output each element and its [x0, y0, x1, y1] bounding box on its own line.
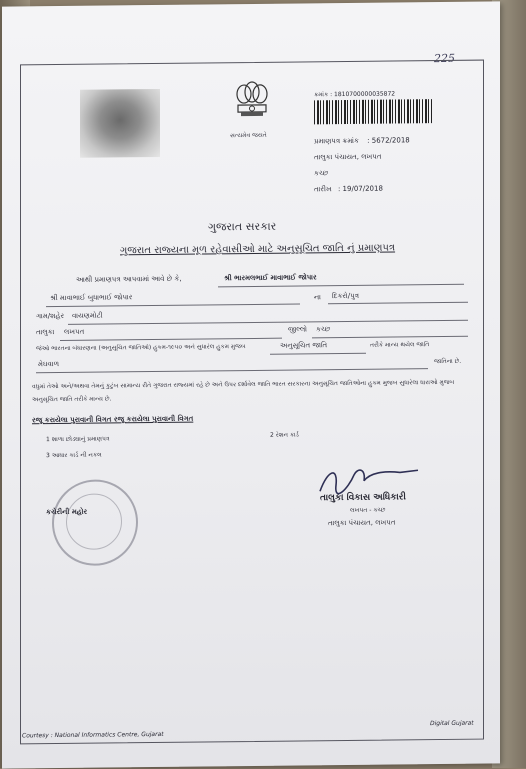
father-name: શ્રી માવાભાઈ બુધાભાઈ જોપાર	[50, 293, 133, 303]
issuing-office: તાલુકા પંચાયત, લખપત	[314, 152, 382, 162]
issue-date: : 19/07/2018	[337, 184, 383, 194]
date-row	[314, 185, 383, 195]
footer-courtesy: Courtesy : National Informatics Centre, Gujarat	[22, 730, 164, 740]
certify-text: આથી પ્રમાણપત્ર આપવામાં આવે છે કે,	[76, 274, 182, 284]
relation-label: ના	[314, 293, 321, 302]
applicant-name: શ્રી ભારમલભાઈ માવાભાઈ જોપાર	[224, 273, 317, 283]
document-item-1: 1 શાળા છોડ્યાનું પ્રમાણપત્ર	[46, 435, 110, 444]
officer-office: તાલુકા પંચાયત, લખપત	[328, 518, 396, 528]
recognized-text: તરીકે માન્ય થયેલ જાતિ	[370, 341, 430, 349]
national-emblem-icon	[232, 78, 272, 134]
page-number: 225	[434, 51, 455, 66]
documents-heading: રજૂ કરાયેલા પુરાવાની વિગત રજૂ કરાયેલા પુરાવાની વિગત	[32, 414, 194, 425]
district-value: કચ્છ	[316, 325, 331, 334]
village-label: ગામ/શહેર	[36, 311, 65, 321]
belongs-text: જાતિના છે.	[434, 357, 462, 366]
footer-digital-gujarat: Digital Gujarat	[430, 719, 474, 728]
relation-value: દિકરો/પુત્ર	[332, 291, 360, 301]
officer-place: લખપત - કચ્છ	[350, 506, 386, 514]
village-value: વાયણમોટી	[72, 311, 103, 320]
document-title: ગુજરાત રાજ્યના મૂળ રહેવાસીઓ માટે અનુસૂચિત જાતિ નું પ્રમાણપત્ર	[120, 242, 396, 257]
document-item-2: 2 રેશન કાર્ડ	[270, 431, 299, 439]
declaration-paragraph: વધુમાં તેઓ અને/અથવા તેમનું કુટુંબ સામાન્ય રીતે ગુજરાત રાજ્યમાં રહે છે અને ઉપર દર્શાવેલ જાતિ ભારત સરકારના અનુસૂચિત જાતિઓના હુકમ મુજબ સુધારેલા ધારાઓ મુજબ અનુસૂચિત જાતિ તરીકે માન્ય છે.	[32, 378, 455, 404]
government-title: ગુજરાત સરકાર	[208, 219, 277, 234]
taluka-label: તાલુકા	[36, 328, 55, 337]
emblem-caption: સત્યમેવ જયતે	[230, 131, 267, 140]
date-label: તારીખ	[314, 185, 332, 194]
barcode-number: ક્રમાંક : 1810700000035872	[314, 90, 396, 99]
applicant-photo	[80, 89, 160, 158]
barcode	[314, 99, 432, 124]
officer-title: તાલુકા વિકાસ અધિકારી	[320, 492, 407, 504]
document-item-3: 3 આધાર કાર્ડ ની નકલ	[46, 451, 102, 460]
category-value: અનુસૂચિત જાતિ	[280, 341, 328, 350]
subcaste-value: મેઘવાળ	[38, 360, 60, 369]
district-label: જીલ્લો	[288, 325, 307, 334]
certificate-number-label: પ્રમાણપત્ર ક્રમાંક	[314, 136, 359, 146]
certificate-number: : 5672/2018	[367, 136, 410, 145]
issuing-district: કચ્છ	[314, 169, 329, 178]
certificate-number-row	[314, 136, 410, 146]
certificate-sheet	[2, 1, 500, 768]
office-seal-label: કચેરીની મહોર	[46, 507, 88, 517]
order-text: જેઓ ભારતના બંધારણના (અનુસૂચિત જાતિઓ) હુકમ-૧૯૫૦ અને સુધારેલ હુકમ મુજબ	[36, 343, 246, 353]
taluka-value: લખપત	[64, 327, 85, 336]
